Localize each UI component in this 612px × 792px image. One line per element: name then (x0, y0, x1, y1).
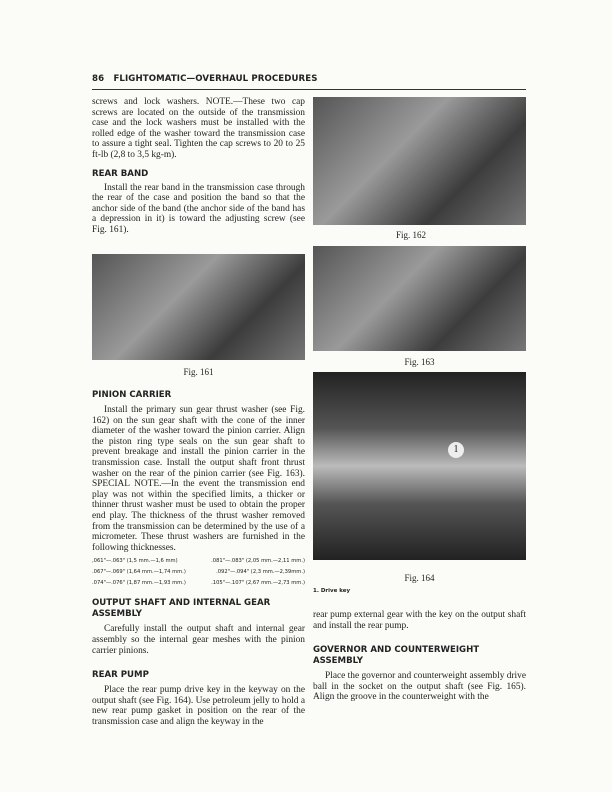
thickness-value: .074"—.076" (1,87 mm.—1,93 mm.) (92, 580, 186, 587)
pinion-carrier-paragraph: Install the primary sun gear thrust washer (see Fig. 162) on the sun gear shaft with the cone of the inner diameter of the washer toward the pinion carrier. Align the piston ring type seals on the sun gear shaft to prevent breakage and install the pinion carrier in the transmission case. Install the output shaft front thrust washer on the rear of the pinion carrier (see Fig. 163). SPECIAL NOTE.—In the event the transmission end play was not within the specified limits, a thicker or thinner thrust washer must be used to obtain the proper end play. The thickness of the thrust washer removed from the transmission can be determined by the use of a micrometer. These thrust washers are furnished in the following thicknesses. (92, 405, 305, 553)
rear-band-paragraph: Install the rear band in the transmission case through the rear of the case and position the band so that the anchor side of the band (the anchor side of the band has a depression in it) is toward the adjusting screw (see Fig. 161). (92, 182, 305, 235)
fig-163-caption: Fig. 163 (404, 357, 435, 367)
governor-paragraph: Place the governor and counterweight assembly drive ball in the socket on the output shaft (see Fig. 165). Align the groove in the counterweight with the (313, 671, 526, 703)
running-header (92, 74, 318, 84)
output-shaft-heading: OUTPUT SHAFT AND INTERNAL GEAR ASSEMBLY (92, 598, 271, 620)
header-title: FLIGHTOMATIC—OVERHAUL PROCEDURES (113, 74, 318, 84)
right-column-bottom (313, 610, 526, 703)
thickness-value: .067"—.069" (1,64 mm.—1,74 mm.) (92, 569, 186, 576)
left-column-middle (92, 390, 305, 727)
intro-paragraph: screws and lock washers. NOTE.—These two cap screws are located on the outside of the transmission case and the lock washers must be installed with the rolled edge of the washer toward the transmission case to assure a tight seal. Tighten the cap screws to 20 to 25 ft-lb (2,8 to 3,5 kg-m). (92, 97, 305, 160)
pinion-carrier-heading: PINION CARRIER (92, 390, 172, 400)
header-rule (92, 89, 526, 90)
rear-band-heading: REAR BAND (92, 168, 149, 179)
fig-162-caption: Fig. 162 (395, 230, 426, 240)
callout-1: 1 (448, 442, 464, 458)
thickness-value: .105"—.107" (2,67 mm.—2,73 mm.) (211, 580, 305, 587)
fig-164-photo (313, 372, 526, 560)
fig-164-caption: Fig. 164 (404, 573, 435, 583)
governor-heading: GOVERNOR AND COUNTERWEIGHT ASSEMBLY (313, 645, 480, 667)
output-shaft-paragraph: Carefully install the output shaft and internal gear assembly so the internal gear meshes with the pinion carrier pinions. (92, 624, 305, 656)
thickness-row (92, 558, 305, 564)
thickness-value: ‚061"—.063" (1,5 mm.—1,6 mm) (92, 558, 178, 565)
rear-pump-heading: REAR PUMP (92, 670, 149, 681)
thickness-value: .081"—.083" (2,05 mm.—2,11 mm.) (211, 558, 305, 565)
page-number: 86 (92, 74, 105, 84)
fig-164-legend: 1. Drive key (313, 588, 351, 594)
left-column-top (92, 97, 305, 236)
fig-161-caption: Fig. 161 (183, 367, 214, 377)
thickness-row (92, 580, 305, 586)
thickness-table (92, 558, 305, 586)
fig-161-photo (92, 254, 305, 360)
thickness-row (92, 569, 305, 575)
thickness-value: .092"—.094" (2,3 mm.—2,39mm.) (216, 569, 305, 576)
rear-pump-paragraph: Place the rear pump drive key in the keyway on the output shaft (see Fig. 164). Use petroleum jelly to hold a new rear pump gasket in position on the rear of the transmission case and align the keyway in the (92, 685, 305, 727)
rear-pump-continued: rear pump external gear with the key on the output shaft and install the rear pump. (313, 610, 526, 631)
fig-162-photo (313, 97, 526, 225)
fig-163-photo (313, 246, 526, 351)
